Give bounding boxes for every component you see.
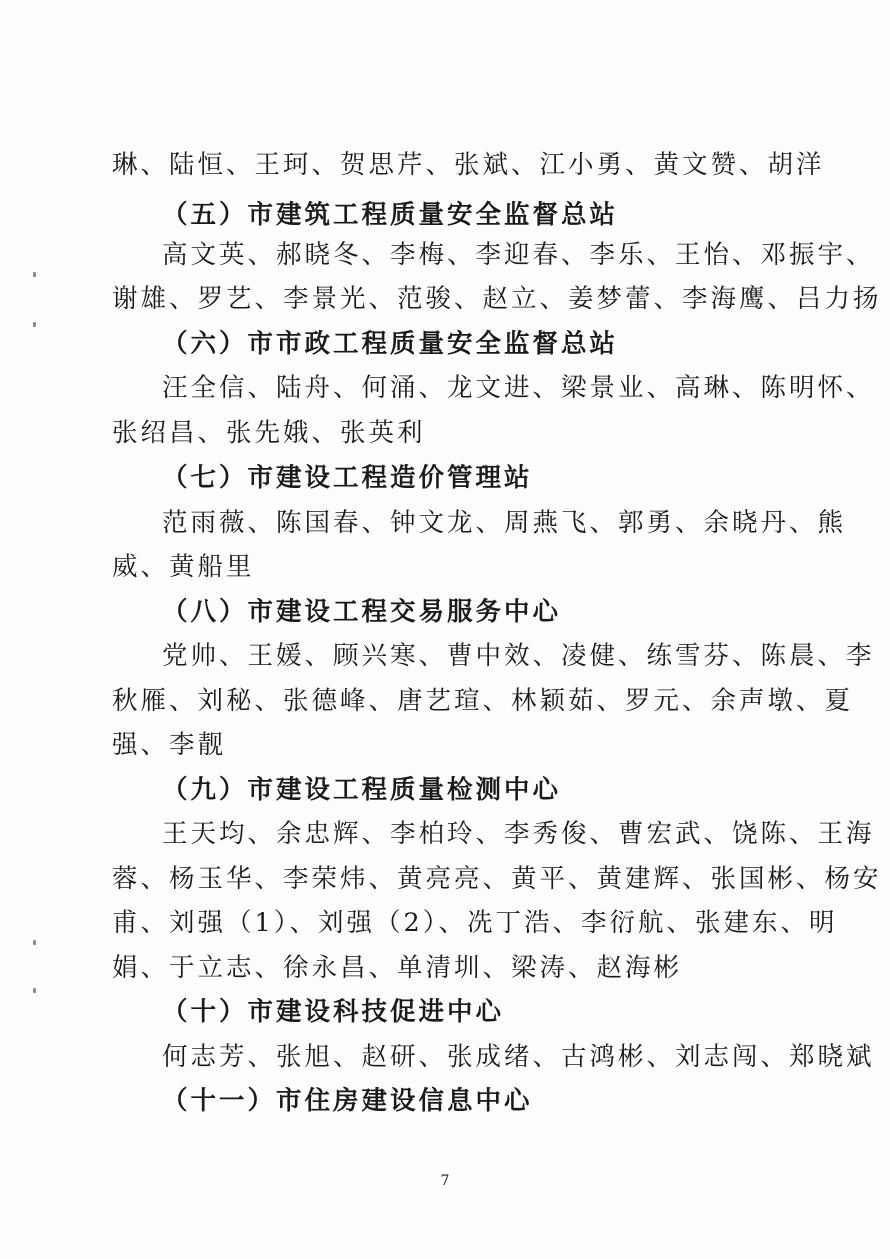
name-list-line: 范雨薇、陈国春、钟文龙、周燕飞、郭勇、余晓丹、熊 <box>162 508 847 538</box>
name-list-line: 威、黄船里 <box>112 552 255 582</box>
name-list-line: 蓉、杨玉华、李荣炜、黄亮亮、黄平、黄建辉、张国彬、杨安 <box>112 864 882 894</box>
scan-speck <box>33 940 36 945</box>
scan-speck <box>33 988 36 993</box>
name-list-line: 王天均、余忠辉、李柏玲、李秀俊、曹宏武、饶陈、王海 <box>162 819 875 849</box>
name-list-line: 汪全信、陆舟、何涌、龙文进、梁景业、高琳、陈明怀、 <box>162 373 875 403</box>
name-list-line: 强、李靓 <box>112 730 227 760</box>
section-heading-9: （九）市建设工程质量检测中心 <box>162 775 562 805</box>
page-number: 7 <box>440 1173 450 1189</box>
section-heading-5: （五）市建筑工程质量安全监督总站 <box>162 200 619 230</box>
section-heading-11: （十一）市住房建设信息中心 <box>162 1086 533 1116</box>
name-list-line: 秋雁、刘秘、张德峰、唐艺瑄、林颖茹、罗元、余声墩、夏 <box>112 686 854 716</box>
name-list-line: 党帅、王媛、顾兴寒、曹中效、凌健、练雪芬、陈晨、李 <box>162 641 875 671</box>
name-list-line: 琳、陆恒、王珂、贺思芹、张斌、江小勇、黄文赞、胡洋 <box>112 150 825 180</box>
section-heading-10: （十）市建设科技促进中心 <box>162 997 505 1027</box>
scan-speck <box>33 272 36 277</box>
name-list-line: 甫、刘强（1）、刘强（2）、冼丁浩、李衍航、张建东、明 <box>112 908 838 938</box>
name-list-line: 娟、于立志、徐永昌、单清圳、梁涛、赵海彬 <box>112 953 683 983</box>
name-list-line: 张绍昌、张先娥、张英利 <box>112 418 426 448</box>
name-list-line: 何志芳、张旭、赵研、张成绪、古鸿彬、刘志闯、郑晓斌 <box>162 1042 875 1072</box>
name-list-line: 谢雄、罗艺、李景光、范骏、赵立、姜梦蕾、李海鹰、吕力扬 <box>112 284 882 314</box>
section-heading-6: （六）市市政工程质量安全监督总站 <box>162 329 619 359</box>
section-heading-8: （八）市建设工程交易服务中心 <box>162 597 562 627</box>
name-list-line: 高文英、郝晓冬、李梅、李迎春、李乐、王怡、邓振宇、 <box>162 240 875 270</box>
section-heading-7: （七）市建设工程造价管理站 <box>162 463 533 493</box>
scan-speck <box>33 322 36 327</box>
